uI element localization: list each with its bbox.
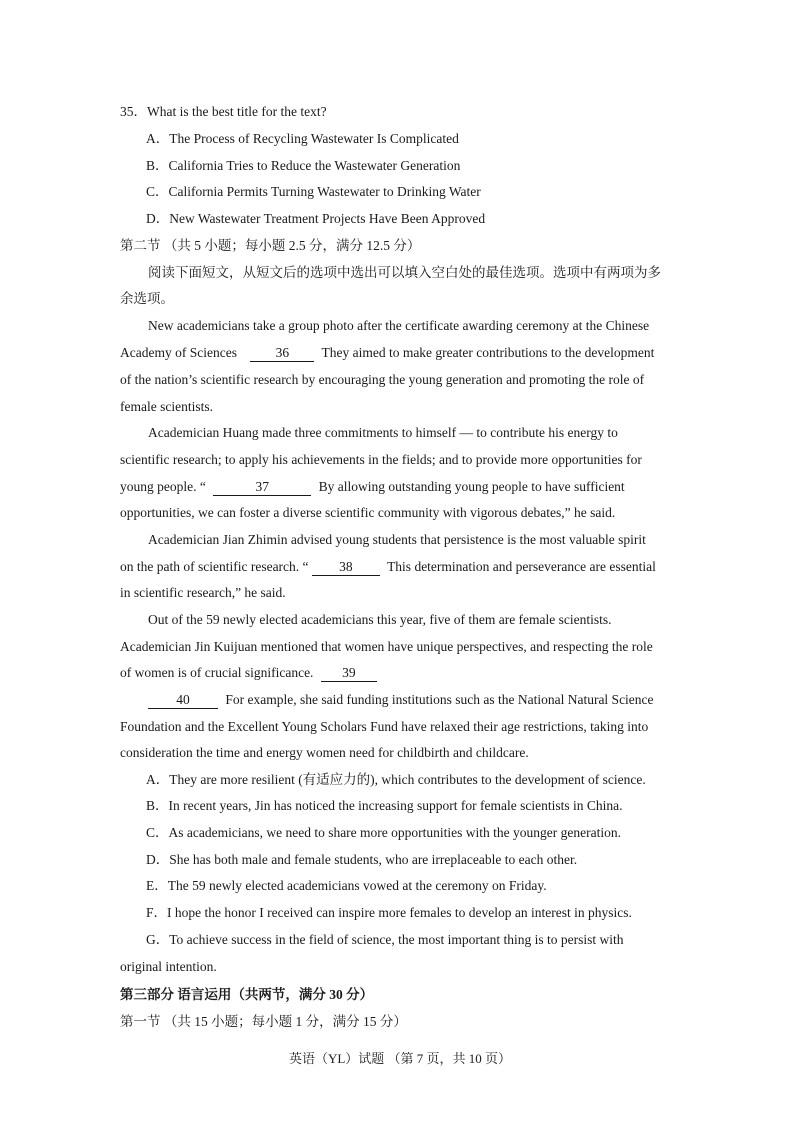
- passage-p4-line3: [120, 664, 381, 682]
- page-footer: 英语（YL）试题 （第 7 页，共 10 页）: [288, 1051, 512, 1066]
- passage-p5-line1: [148, 691, 654, 709]
- passage-text: By allowing outstanding young people to have sufficient: [318, 479, 625, 494]
- choice-a: A．They are more resilient (有适应力的), which contributes to the development of science.: [146, 772, 646, 787]
- passage-text: Academy of Sciences: [120, 345, 237, 360]
- blank-36: 36: [250, 345, 314, 362]
- choice-c: C．As academicians, we need to share more opportunities with the younger generation.: [146, 825, 621, 840]
- passage-p5-line2: Foundation and the Excellent Young Scholars Fund have relaxed their age restrictions, taking into: [120, 719, 649, 734]
- choice-b: B．In recent years, Jin has noticed the increasing support for female scientists in China.: [146, 798, 623, 813]
- question-35-option-c: C．California Permits Turning Wastewater to Drinking Water: [146, 184, 481, 199]
- part-3-section-1-heading: 第一节 （共 15 小题；每小题 1 分，满分 15 分）: [120, 1014, 407, 1029]
- blank-40: 40: [148, 692, 218, 709]
- passage-p2-line1: Academician Huang made three commitments to himself — to contribute his energy to: [148, 425, 618, 440]
- passage-p1-line4: female scientists.: [120, 399, 213, 414]
- passage-text: For example, she said funding institutions such as the National Natural Science: [225, 692, 654, 707]
- passage-p1-line2: [120, 344, 654, 362]
- choice-e: E．The 59 newly elected academicians vowed at the ceremony on Friday.: [146, 878, 547, 893]
- section-2-heading: 第二节 （共 5 小题；每小题 2.5 分，满分 12.5 分）: [120, 238, 421, 253]
- passage-text: This determination and perseverance are essential: [387, 559, 656, 574]
- choice-g-cont: original intention.: [120, 959, 217, 974]
- passage-text: of women is of crucial significance.: [120, 665, 314, 680]
- question-35-stem: 35．What is the best title for the text?: [120, 104, 327, 119]
- blank-37: 37: [213, 479, 311, 496]
- passage-p3-line3: in scientific research,” he said.: [120, 585, 286, 600]
- passage-p2-line2: scientific research; to apply his achievements in the fields; and to provide more opportunities for: [120, 452, 642, 467]
- choice-f: F．I hope the honor I received can inspire more females to develop an interest in physics.: [146, 905, 632, 920]
- blank-38: 38: [312, 559, 380, 576]
- choice-g: G．To achieve success in the field of science, the most important thing is to persist with: [146, 932, 624, 947]
- passage-text: young people. “: [120, 479, 206, 494]
- passage-p3-line1: Academician Jian Zhimin advised young students that persistence is the most valuable spirit: [148, 532, 646, 547]
- passage-text: They aimed to make greater contributions to the development: [321, 345, 655, 360]
- passage-p1-line3: of the nation’s scientific research by encouraging the young generation and promoting the role of: [120, 372, 645, 387]
- question-35-option-d: D．New Wastewater Treatment Projects Have Been Approved: [146, 211, 486, 226]
- passage-p3-line2: [120, 558, 656, 576]
- question-35-option-a: A．The Process of Recycling Wastewater Is Complicated: [146, 131, 459, 146]
- passage-p2-line4: opportunities, we can foster a diverse scientific community with vigorous debates,” he said.: [120, 505, 616, 520]
- passage-p1-line1: New academicians take a group photo after the certificate awarding ceremony at the Chinese: [148, 318, 650, 333]
- passage-p4-line2: Academician Jin Kuijuan mentioned that women have unique perspectives, and respecting the role: [120, 639, 653, 654]
- passage-p5-line3: consideration the time and energy women need for childbirth and childcare.: [120, 745, 529, 760]
- passage-p2-line3: [120, 478, 625, 496]
- passage-text: on the path of scientific research. “: [120, 559, 309, 574]
- section-2-instructions: 阅读下面短文，从短文后的选项中选出可以填入空白处的最佳选项。选项中有两项为多: [148, 265, 661, 280]
- part-3-heading: 第三部分 语言运用（共两节，满分 30 分）: [120, 987, 374, 1002]
- blank-39: 39: [321, 665, 377, 682]
- choice-d: D．She has both male and female students, who are irreplaceable to each other.: [146, 852, 578, 867]
- passage-p4-line1: Out of the 59 newly elected academicians this year, five of them are female scientists.: [148, 612, 612, 627]
- section-2-instructions-cont: 余选项。: [120, 291, 174, 306]
- question-35-option-b: B．California Tries to Reduce the Wastewater Generation: [146, 158, 461, 173]
